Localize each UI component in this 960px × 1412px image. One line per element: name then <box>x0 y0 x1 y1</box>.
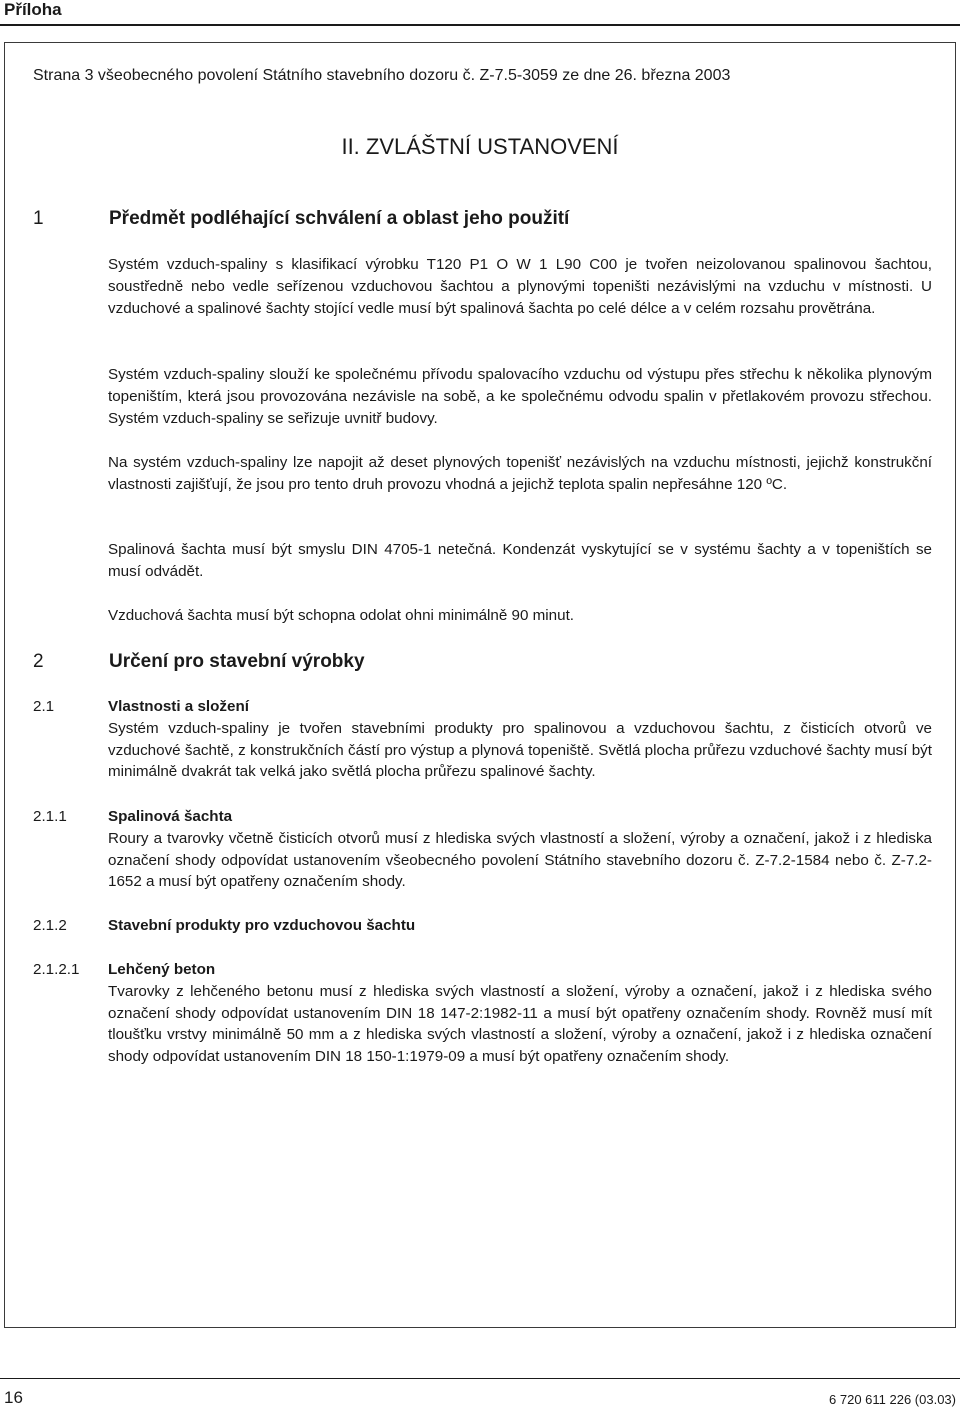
subsection-number: 2.1.2 <box>33 917 67 934</box>
document-code: 6 720 611 226 (03.03) <box>829 1392 956 1407</box>
section-1-paragraph-1: Systém vzduch-spaliny s klasifikací výrobku T120 P1 O W 1 L90 C00 je tvořen neizolovanou spalinovou šachtou, soustředně nebo vedle seřízenou vzduchovou šachtou a plynovými topeništi nezávislými na vzduchu v místnosti. U vzduchové a spalinové šachty stojící vedle musí být spalinová šachta po celé délce a v celém rozsahu provětrána. <box>108 256 932 317</box>
section-1-title: Předmět podléhající schválení a oblast jeho použití <box>109 208 570 229</box>
section-1-number: 1 <box>33 208 44 229</box>
section-1-paragraph-4: Spalinová šachta musí být smyslu DIN 4705-1 netečná. Kondenzát vyskytující se v systému šachty a v topeništích se musí odvádět. <box>108 541 932 580</box>
subsection-number: 2.1 <box>33 698 55 715</box>
section-2-number: 2 <box>33 651 44 672</box>
section-1-paragraph-3: Na systém vzduch-spaliny lze napojit až deset plynových topenišť nezávislých na vzduchu místnosti, jejichž konstrukční vlastnosti zajišťují, že jsou pro tento druh provozu vhodná a jejichž teplota spalin nepřesáhne 120 ºC. <box>108 454 932 493</box>
subsection-number: 2.1.2.1 <box>33 961 80 978</box>
subsection-title: Spalinová šachta <box>108 808 233 825</box>
permit-reference-line: Strana 3 všeobecného povolení Státního stavebního dozoru č. Z-7.5-3059 ze dne 26. března 2003 <box>33 67 731 84</box>
subsection-number: 2.1.1 <box>33 808 67 825</box>
chapter-title: II. ZVLÁŠTNÍ USTANOVENÍ <box>341 134 619 159</box>
subsection-title: Stavební produkty pro vzduchovou šachtu <box>108 917 416 934</box>
subsection-body: Systém vzduch-spaliny je tvořen stavebními produkty pro spalinovou a vzduchovou šachtu, z čisticích otvorů ve vzduchové šachtě, z konstrukčních částí pro výstup a plynová topeniště. Světlá plocha průřezu vzduchové šachty musí být minimálně dvakrát tak velká jako světlá plocha průřezu spalinové šachty. <box>108 719 932 781</box>
section-1-paragraph-2: Systém vzduch-spaliny slouží ke společnému přívodu spalovacího vzduchu od výstupu přes střechu k několika plynovým topeništím, která jsou provozována nezávisle na sobě, a ke společnému odvodu spalin v přetlakovém provozu střechou. Systém vzduch-spaliny se seřizuje uvnitř budovy. <box>108 366 932 427</box>
subsection-title: Vlastnosti a složení <box>108 698 249 715</box>
section-2-title: Určení pro stavební výrobky <box>109 651 365 672</box>
header-divider <box>0 24 960 26</box>
subsection-body: Roury a tvarovky včetně čisticích otvorů musí z hlediska svých vlastností a složení, výroby a označení, jakož i z hlediska označení shody odpovídat ustanovením všeobecného povolení Státního stavebního dozoru č. Z-7.2-1584 nebo č. Z-7.2-1652 a musí být opatřeny označením shody. <box>108 829 932 891</box>
section-1-paragraph-5: Vzduchová šachta musí být schopna odolat ohni minimálně 90 minut. <box>108 607 575 624</box>
page-header-title: Příloha <box>4 0 62 19</box>
footer-divider <box>0 1378 960 1379</box>
subsection-title: Lehčený beton <box>108 961 216 978</box>
content-frame <box>4 42 956 1328</box>
page-number: 16 <box>4 1388 23 1407</box>
subsection-body: Tvarovky z lehčeného betonu musí z hlediska svých vlastností a složení, výroby a označení, jakož i z hlediska svého označení shody odpovídat ustanovením DIN 18 147-2:1982-11 a musí být opatřeny označením shody. Rovněž musí mít tloušťku vrstvy minimálně 50 mm a z hlediska svých vlastností a složení, výroby a označení, jakož i z hlediska označení shody odpovídat ustanovením DIN 18 150-1:1979-09 a musí být opatřeny označením shody. <box>108 982 932 1066</box>
